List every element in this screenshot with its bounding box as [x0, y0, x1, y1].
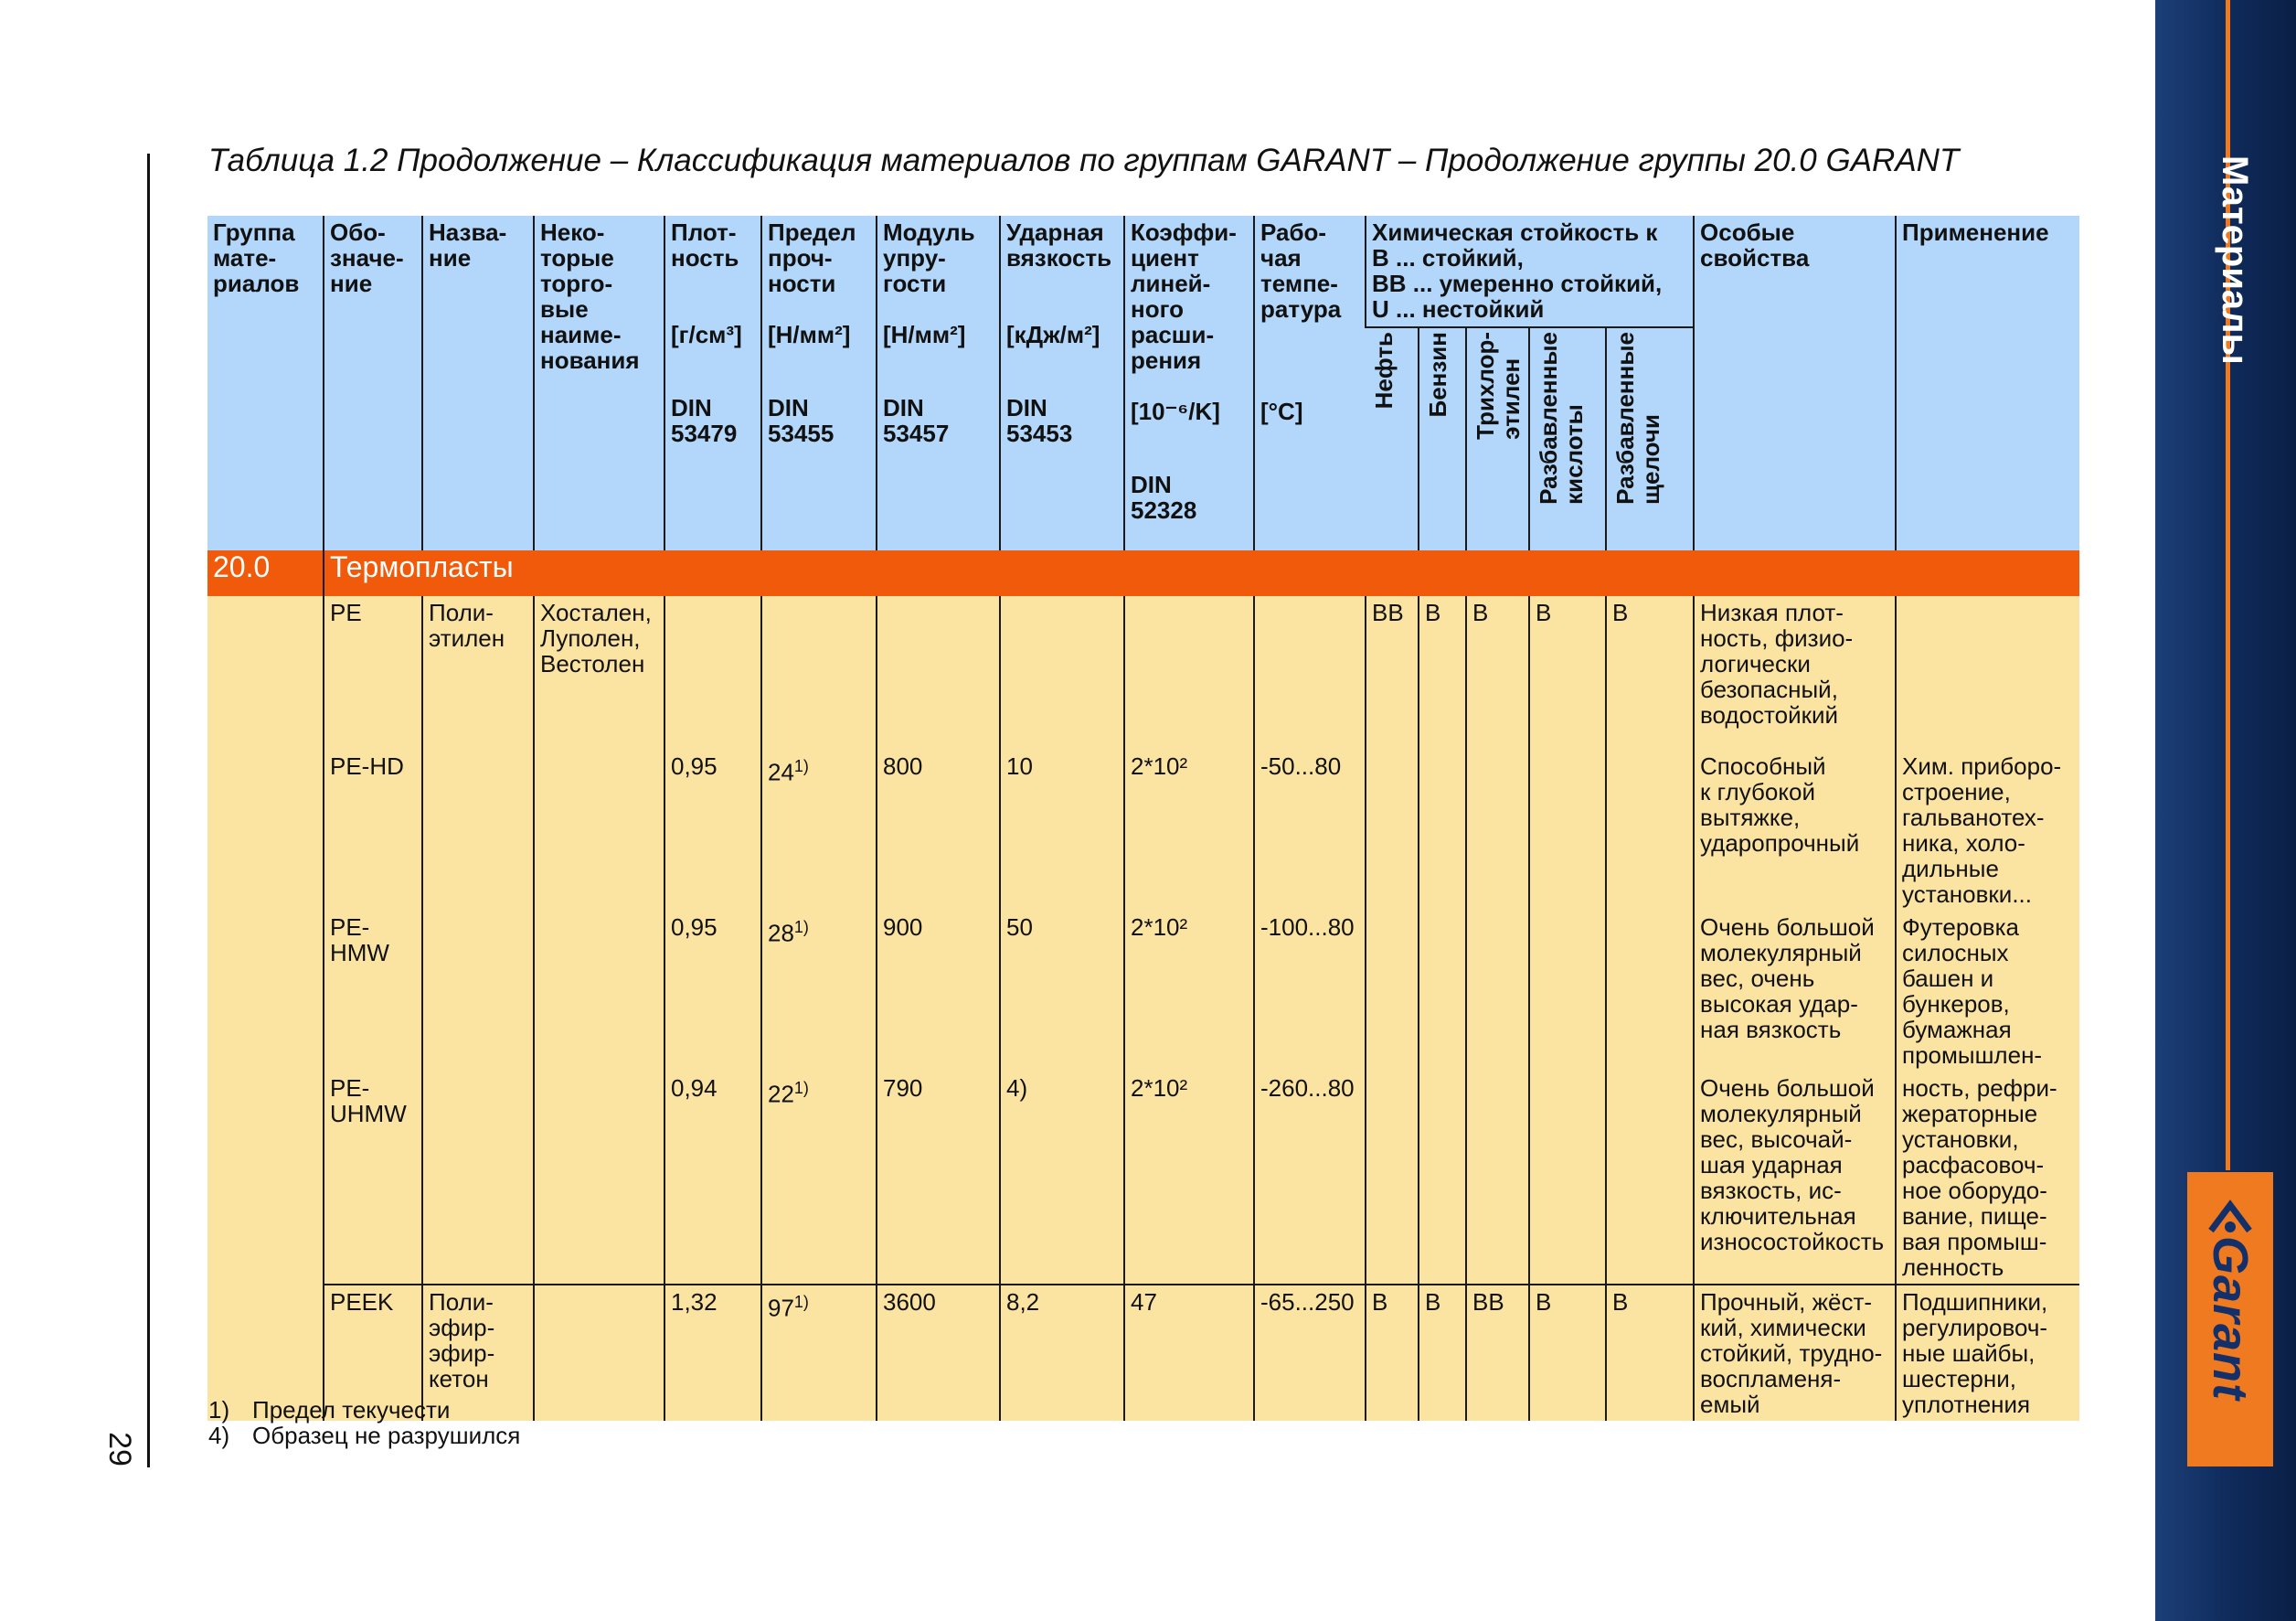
cell-strength [761, 596, 877, 750]
header-modulus: Модуль упру- гости [Н/мм²] DIN 53457 [877, 216, 1000, 550]
cell-chem: B [1529, 596, 1606, 750]
section-row [207, 550, 2079, 596]
cell-special: Низкая плот- ность, физио- логически безопасный, водостойкий [1694, 596, 1896, 750]
cell-temp [1254, 596, 1366, 750]
cell-chem [1606, 750, 1694, 911]
cell-temp: -50...80 [1254, 750, 1366, 911]
cell-trade [534, 750, 664, 911]
cell-expansion [1124, 596, 1254, 750]
cell-chem [1529, 911, 1606, 1072]
logo-text: Garant [2203, 1235, 2258, 1402]
cell-name [422, 750, 534, 911]
cell-chem [1466, 911, 1529, 1072]
header-trade-names: Неко- торые торго- вые наиме- нования [534, 216, 664, 550]
footnote: 1) Предел текучести [208, 1396, 451, 1424]
cell-chem [1419, 1072, 1466, 1285]
cell-strength: 24$^{1)}$ [761, 750, 877, 911]
cell-chem: B [1366, 1285, 1419, 1421]
cell-trade [534, 1285, 664, 1421]
cell-density [664, 596, 761, 750]
cell-modulus [877, 596, 1000, 750]
section-name: Термопласты [324, 550, 2079, 596]
header-expansion: Коэффи- циент линей- ного расши- рения [10⁻⁶/K] DIN 52328 [1124, 216, 1254, 550]
cell-special: Прочный, жёст- кий, химически стойкий, трудно- воспламеня- емый [1694, 1285, 1896, 1421]
cell-trade: Хостален, Луполен, Вестолен [534, 596, 664, 750]
cell-strength: 28$^{1)}$ [761, 911, 877, 1072]
cell-des: PE- UHMW [324, 1072, 422, 1285]
table-row [207, 1072, 2079, 1285]
cell-name [422, 911, 534, 1072]
table-row [207, 596, 2079, 750]
header-chem-gasoline: Бензин [1419, 327, 1466, 550]
header-application: Применение [1896, 216, 2079, 550]
cell-temp: -100...80 [1254, 911, 1366, 1072]
cell-chem: B [1419, 1285, 1466, 1421]
cell-modulus: 800 [877, 750, 1000, 911]
cell-modulus: 790 [877, 1072, 1000, 1285]
cell-group [207, 911, 324, 1072]
cell-chem: B [1606, 1285, 1694, 1421]
header-impact: Ударная вязкость [кДж/м²] DIN 53453 [1000, 216, 1124, 550]
cell-density: 0,95 [664, 750, 761, 911]
cell-group [207, 750, 324, 911]
materials-table [207, 216, 2079, 1424]
cell-group [207, 1072, 324, 1285]
header-chem-acids: Разбавленные кислоты [1529, 327, 1606, 550]
cell-name: Поли- этилен [422, 596, 534, 750]
header-chem-oil: Нефть [1366, 327, 1419, 550]
cell-chem: B [1466, 596, 1529, 750]
cell-application: Подшипники, регулировоч- ные шайбы, шестерни, уплотнения [1896, 1285, 2079, 1421]
cell-temp: -65...250 [1254, 1285, 1366, 1421]
cell-expansion: 47 [1124, 1285, 1254, 1421]
cell-des: PE- HMW [324, 911, 422, 1072]
section-code: 20.0 [207, 550, 324, 596]
cell-special: Очень большой молекулярный вес, высочай- шая ударная вязкость, ис- ключительная износостойкость [1694, 1072, 1896, 1285]
footnote: 4) Образец не разрушился [208, 1422, 521, 1449]
header-special: Особые свойства [1694, 216, 1896, 550]
cell-chem [1466, 1072, 1529, 1285]
cell-temp: -260...80 [1254, 1072, 1366, 1285]
cell-chem: BB [1366, 596, 1419, 750]
header-chemical-resistance: Химическая стойкость к B ... стойкий, BB ... умеренно стойкий, U ... нестойкий [1366, 216, 1694, 327]
page-number: 29 [102, 1432, 137, 1466]
table-row [207, 750, 2079, 911]
cell-modulus: 900 [877, 911, 1000, 1072]
footnotes [208, 1397, 520, 1448]
cell-chem [1419, 911, 1466, 1072]
cell-name [422, 1072, 534, 1285]
cell-name: Поли- эфир- эфир- кетон [422, 1285, 534, 1421]
header-density: Плот- ность [г/см³] DIN 53479 [664, 216, 761, 550]
cell-chem [1606, 1072, 1694, 1285]
cell-density: 0,94 [664, 1072, 761, 1285]
header-group: Группа мате- риалов [207, 216, 324, 550]
cell-chem [1366, 1072, 1419, 1285]
cell-special: Очень большой молекулярный вес, очень высокая удар- ная вязкость [1694, 911, 1896, 1072]
cell-impact: 10 [1000, 750, 1124, 911]
cell-expansion: 2*10² [1124, 750, 1254, 911]
cell-chem: B [1606, 596, 1694, 750]
cell-application: Футеровка силосных башен и бункеров, бумажная промышлен- [1896, 911, 2079, 1072]
header-chem-trichloroethylene: Трихлор- этилен [1466, 327, 1529, 550]
cell-des: PE-HD [324, 750, 422, 911]
cell-chem [1419, 750, 1466, 911]
cell-chem [1529, 1072, 1606, 1285]
cell-expansion: 2*10² [1124, 1072, 1254, 1285]
header-strength: Предел проч- ности [Н/мм²] DIN 53455 [761, 216, 877, 550]
garant-logo [2187, 1172, 2273, 1466]
cell-special: Способный к глубокой вытяжке, ударопрочный [1694, 750, 1896, 911]
cell-application: ность, рефри- жераторные установки, расфасовоч- ное оборудо- вание, пище- вая промыш- ленность [1896, 1072, 2079, 1285]
header-chem-alkalis: Разбавленные щелочи [1606, 327, 1694, 550]
page-rule [147, 154, 150, 1467]
cell-impact [1000, 596, 1124, 750]
cell-application [1896, 596, 2079, 750]
cell-chem: B [1529, 1285, 1606, 1421]
header-name: Назва- ние [422, 216, 534, 550]
header-temperature: Рабо- чая темпе- ратура [°C] [1254, 216, 1366, 550]
cell-density: 1,32 [664, 1285, 761, 1421]
cell-des: PE [324, 596, 422, 750]
cell-strength: 97$^{1)}$ [761, 1285, 877, 1421]
cell-chem [1529, 750, 1606, 911]
cell-expansion: 2*10² [1124, 911, 1254, 1072]
cell-strength: 22$^{1)}$ [761, 1072, 877, 1285]
cell-impact: 4) [1000, 1072, 1124, 1285]
cell-density: 0,95 [664, 911, 761, 1072]
sidebar-title: Материалы [2215, 155, 2255, 365]
cell-des: PEEK [324, 1285, 422, 1421]
cell-chem [1366, 911, 1419, 1072]
cell-chem [1366, 750, 1419, 911]
cell-chem: BB [1466, 1285, 1529, 1421]
cell-chem [1606, 911, 1694, 1072]
cell-modulus: 3600 [877, 1285, 1000, 1421]
table-row [207, 911, 2079, 1072]
table-caption: Таблица 1.2 Продолжение – Классификация материалов по группам GARANT – Продолжение группы 20.0 GARANT [208, 143, 1960, 178]
header-designation: Обо- значе- ние [324, 216, 422, 550]
cell-impact: 8,2 [1000, 1285, 1124, 1421]
cell-trade [534, 911, 664, 1072]
cell-group [207, 596, 324, 750]
cell-impact: 50 [1000, 911, 1124, 1072]
cell-chem [1466, 750, 1529, 911]
cell-chem: B [1419, 596, 1466, 750]
cell-application: Хим. приборо- строение, гальванотех- ника, холо- дильные установки... [1896, 750, 2079, 911]
cell-trade [534, 1072, 664, 1285]
